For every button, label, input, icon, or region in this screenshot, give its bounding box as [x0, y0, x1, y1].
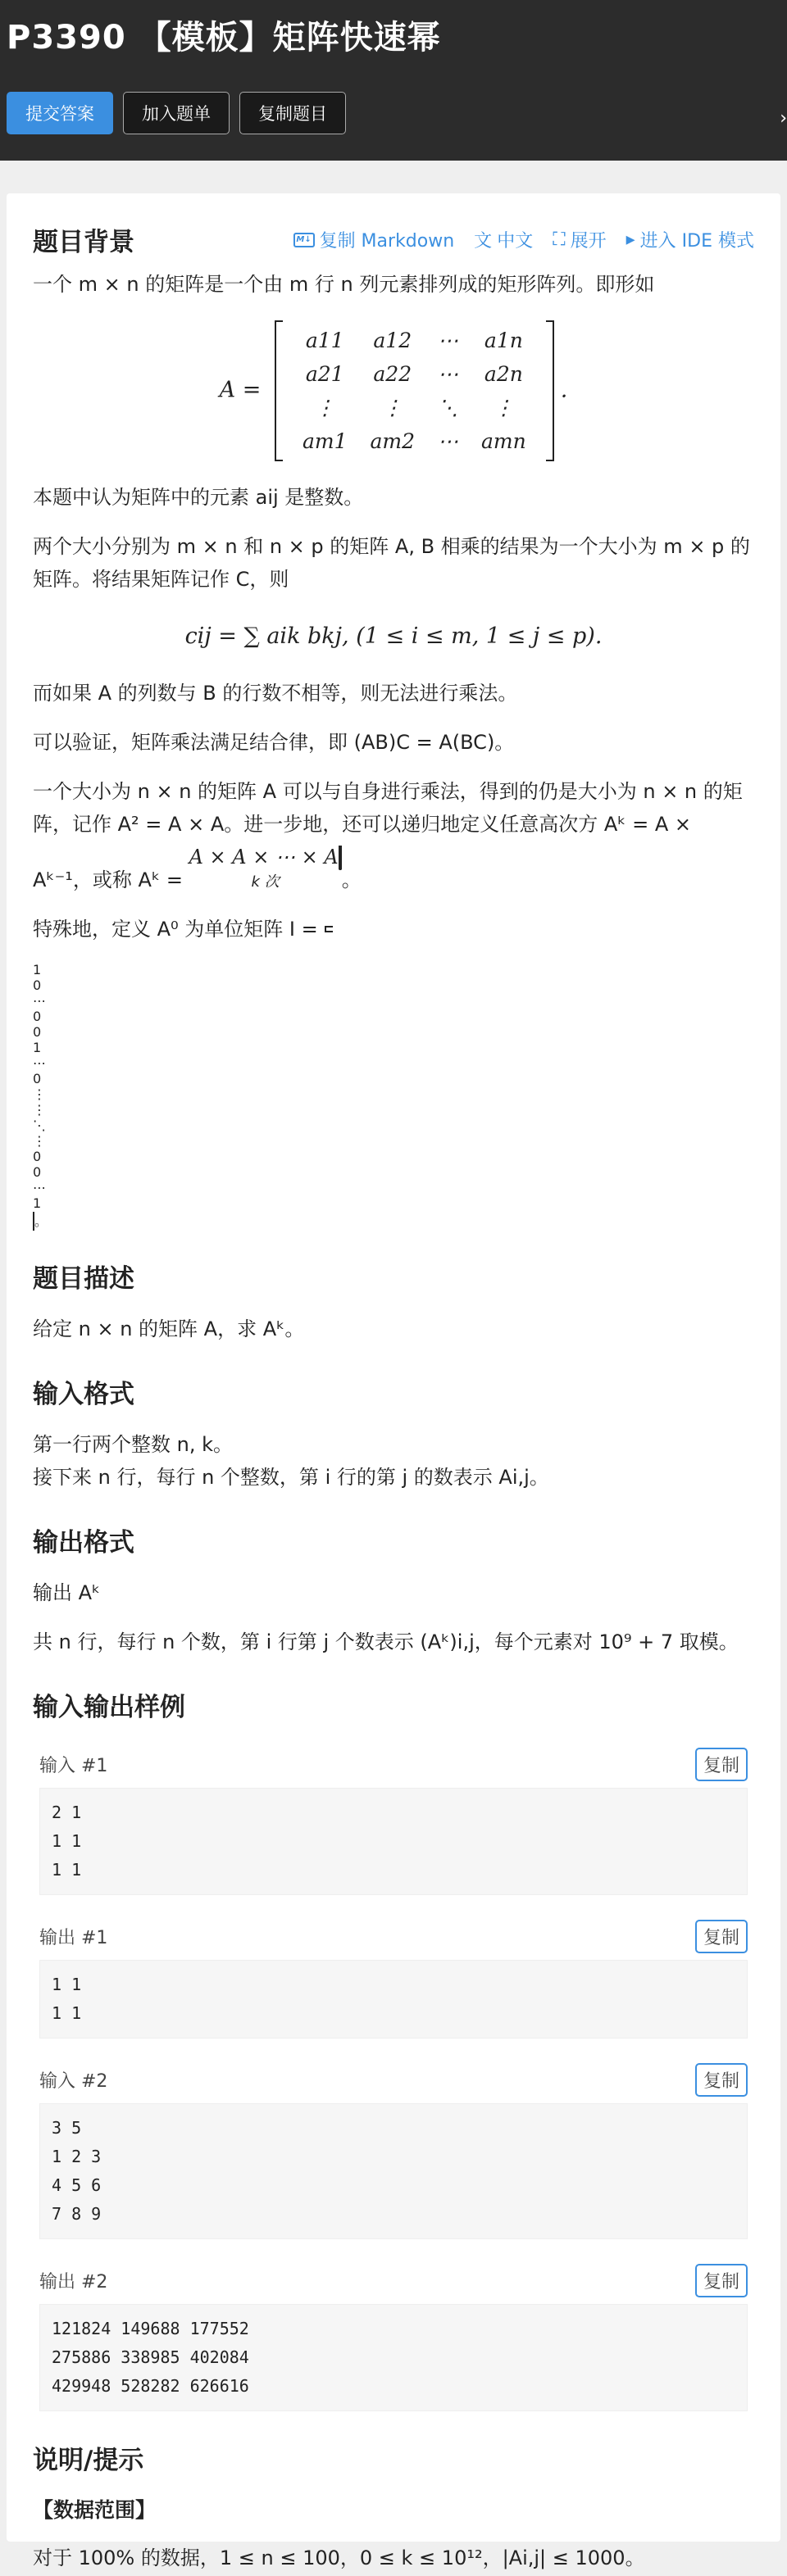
identity-cell: 0 [33, 1071, 42, 1086]
sample-block [33, 1920, 754, 2039]
sample-label: 输入 #1 [39, 1756, 108, 1776]
identity-cell: ⋯ [33, 993, 46, 1009]
identity-cell: 1 [33, 1040, 42, 1055]
background-header [33, 221, 754, 258]
input-format-text [33, 1428, 754, 1494]
matrix-cell: a1n [484, 329, 523, 352]
identity-cell: ⋱ [33, 1118, 46, 1133]
input-line-2: 接下来 n 行，每行 n 个整数，第 i 行的第 j 的数表示 Ai,j。 [33, 1466, 549, 1489]
identity-cell: ⋮ [33, 1102, 46, 1118]
copy-button[interactable]: 复制 [695, 2063, 748, 2097]
samples-title: 输入输出样例 [33, 1693, 185, 1722]
background-p7-text: 特殊地，定义 A⁰ 为单位矩阵 I = [33, 918, 318, 941]
sample-label: 输出 #1 [39, 1928, 108, 1948]
background-title: 题目背景 [33, 228, 134, 257]
background-p2: 本题中认为矩阵中的元素 aij 是整数。 [33, 486, 364, 509]
sample-block [33, 2264, 754, 2411]
matrix-cell: ⋱ [438, 396, 459, 420]
problem-card: 题目背景 M↓ 复制 Markdown 文 中文 ⛶ 展开 ▸ 进入 IDE 模式 一个 m × n 的矩阵是一个由 m 行 n 列元素排列成的矩形阵列。即形如 A = a11 a12 ⋯ a1n a21 a22 ⋯ a2n ⋮ ⋮ ⋱ ⋮ am1 am2 ⋯ amn . 本题中认为矩阵中的元素 aij 是整数。 两个大小分别为 m × n 和 n × p 的矩阵 A, B 相乘的结果为一个大小为 m × p 的矩阵。将结果矩阵记作 C，则 cij = ∑ aik bkj, (1 ≤ i ≤ m, 1 ≤ j ≤ p). 而如果 A 的列数与 B 的行数不相等，则无法进行乘法。 可以验证，矩阵乘法满足结合律，即 (AB)C = A(BC)。 一个大小为 n × n 的矩阵 A 可以与自身进行乘法，得到的仍是大小为 n × n 的矩阵，记作 A² = A × A。进一步地，还可以递归地定义任意高次方 Aᵏ = A × Aᵏ⁻¹，或称 Aᵏ = A × A × ⋯ × A k 次 。 特殊地，定义 A⁰ 为单位矩阵 I = 1 0 ⋯ 0 0 1 ⋯ 0 ⋮ ⋮ ⋱ ⋮ 0 0 ⋯ 1 。 题目描述 给定 n × n 的矩阵 A，求 Aᵏ。 输入格式 第一行两个整数 n, k。 接下来 n 行，每行 n 个整数，第 i 行的第 j 的数表示 Ai,j。 输出格式 输出 Aᵏ 共 n 行，每行 n 个数，第 i 行第 j 个数表示 (Aᵏ)i,j，每个元素对 10⁹ + 7 取模。 输入输出样例 输入 #1 复制 2 1 1 1 1 1 输出 #1 复制 1 1 1 1 输入 #2 复制 3 5 1 2 3 4 5 6 7 8 9 输出 #2 复制 121824 149688 177552 275886 338985 402084 429948 528282 626616 说明/提示 【数据范围】 对于 100% 的数据，1 ≤ n ≤ 100，0 ≤ k ≤ 10¹²，|Ai,j| ≤ 1000。 [7, 193, 780, 2542]
input-line-1: 第一行两个整数 n, k。 [33, 1433, 233, 1456]
identity-cell: ⋮ [33, 1086, 46, 1102]
header-buttons [7, 92, 780, 134]
expand-icon: ⛶ [553, 229, 566, 250]
problem-header [0, 0, 787, 161]
matrix-cell: a11 [305, 329, 344, 352]
identity-cell: 1 [33, 962, 42, 977]
matrix-cell: a12 [373, 329, 412, 352]
problem-title: P3390 【模板】矩阵快速幂 [7, 19, 441, 57]
matrix-a [275, 320, 554, 461]
copy-button[interactable]: 复制 [695, 1920, 748, 1953]
identity-matrix [325, 926, 349, 932]
terminal-icon: ▸ [626, 229, 635, 250]
hint-subtitle: 【数据范围】 [33, 2498, 157, 2522]
edge-arrow-icon[interactable]: › [780, 108, 787, 129]
toolbar [293, 227, 754, 252]
sample-block [33, 2063, 754, 2239]
description-text: 给定 n × n 的矩阵 A，求 Aᵏ。 [33, 1317, 305, 1340]
matrix-cell: ⋮ [314, 396, 335, 420]
submit-button[interactable]: 提交答案 [7, 92, 113, 134]
matrix-cell: ⋮ [382, 396, 403, 420]
background-p7 [33, 913, 754, 946]
output-format-title: 输出格式 [33, 1528, 134, 1558]
hint-title: 说明/提示 [33, 2446, 144, 2475]
identity-cell: 0 [33, 1164, 42, 1180]
add-to-list-button[interactable]: 加入题单 [123, 92, 230, 134]
markdown-icon: M↓ [293, 233, 315, 247]
hint-text: 对于 100% 的数据，1 ≤ n ≤ 100，0 ≤ k ≤ 10¹²，|Ai,j| ≤ 1000。 [33, 2547, 645, 2569]
language-link[interactable]: 文 中文 [474, 227, 533, 252]
description-title: 题目描述 [33, 1264, 134, 1294]
sample-content[interactable]: 3 5 1 2 3 4 5 6 7 8 9 [39, 2103, 748, 2239]
sample-label: 输出 #2 [39, 2272, 108, 2293]
sample-content[interactable]: 1 1 1 1 [39, 1960, 748, 2039]
output-line-2: 共 n 行，每行 n 个数，第 i 行第 j 个数表示 (Aᵏ)i,j，每个元素对 10⁹ + 7 取模。 [33, 1630, 739, 1653]
identity-cell: 0 [33, 1149, 42, 1164]
input-format-title: 输入格式 [33, 1380, 134, 1409]
identity-cell: 0 [33, 1024, 42, 1040]
matrix-cell: a2n [484, 362, 523, 386]
background-p6: 一个大小为 n × n 的矩阵 A 可以与自身进行乘法，得到的仍是大小为 n × n 的矩阵，记作 A² = A × A。进一步地，还可以递归地定义任意高次方 Aᵏ = A × Aᵏ⁻¹，或称 Aᵏ = A × A × ⋯ × A k 次 。 [33, 780, 743, 891]
matrix-a-display: A = a11 a12 ⋯ a1n a21 a22 ⋯ a2n ⋮ ⋮ ⋱ ⋮ am1 am2 ⋯ amn . [33, 320, 754, 461]
background-p4: 而如果 A 的列数与 B 的行数不相等，则无法进行乘法。 [33, 682, 518, 705]
sample-content[interactable]: 121824 149688 177552 275886 338985 402084 429948 528282 626616 [39, 2304, 748, 2411]
matrix-cell: a21 [305, 362, 344, 386]
matrix-a-label: A = [219, 377, 262, 403]
identity-cell: ⋯ [33, 1055, 46, 1071]
sample-content[interactable]: 2 1 1 1 1 1 [39, 1788, 748, 1895]
copy-button[interactable]: 复制 [695, 2264, 748, 2297]
matrix-cell: am1 [302, 429, 348, 453]
copy-markdown-link[interactable]: M↓ 复制 Markdown [293, 227, 455, 252]
underbrace-label: k 次 [251, 873, 280, 891]
expand-link[interactable]: ⛶ 展开 [553, 229, 607, 252]
matrix-cell: a22 [373, 362, 412, 386]
matrix-cell: ⋯ [438, 429, 459, 453]
background-p3: 两个大小分别为 m × n 和 n × p 的矩阵 A, B 相乘的结果为一个大小为 m × p 的矩阵。将结果矩阵记作 C，则 [33, 535, 750, 591]
background-p5: 可以验证，矩阵乘法满足结合律，即 (AB)C = A(BC)。 [33, 731, 515, 754]
copy-button[interactable]: 复制 [695, 1748, 748, 1781]
matrix-cell: ⋮ [493, 396, 514, 420]
identity-cell: 0 [33, 1009, 42, 1024]
underbrace-text: A × A × ⋯ × A [189, 846, 339, 868]
matrix-cell: am2 [370, 429, 416, 453]
copy-problem-button[interactable]: 复制题目 [239, 92, 346, 134]
ide-mode-link[interactable]: ▸ 进入 IDE 模式 [626, 229, 754, 252]
identity-cell: 1 [33, 1195, 42, 1211]
sample-label: 输入 #2 [39, 2071, 108, 2092]
identity-cell: ⋮ [33, 1133, 46, 1149]
matrix-a-grid [283, 320, 546, 461]
matrix-cell: ⋯ [438, 329, 459, 352]
output-line-1: 输出 Aᵏ [33, 1581, 101, 1604]
background-p1: 一个 m × n 的矩阵是一个由 m 行 n 列元素排列成的矩形阵列。即形如 [33, 273, 655, 296]
identity-grid [333, 926, 349, 932]
underbrace-expression [189, 841, 342, 891]
matrix-cell: ⋯ [438, 362, 459, 386]
identity-cell: ⋯ [33, 1180, 46, 1195]
product-formula: cij = ∑ aik bkj, (1 ≤ i ≤ m, 1 ≤ j ≤ p). [184, 624, 603, 649]
background-p6-text: 一个大小为 n × n 的矩阵 A 可以与自身进行乘法，得到的仍是大小为 n × n 的矩阵，记作 A² = A × A。进一步地，还可以递归地定义任意高次方 Aᵏ = A × Aᵏ⁻¹，或称 Aᵏ = [33, 780, 743, 891]
matrix-cell: amn [481, 429, 526, 453]
sample-block [33, 1748, 754, 1895]
identity-cell: 0 [33, 977, 42, 993]
translate-icon: 文 [474, 231, 493, 252]
